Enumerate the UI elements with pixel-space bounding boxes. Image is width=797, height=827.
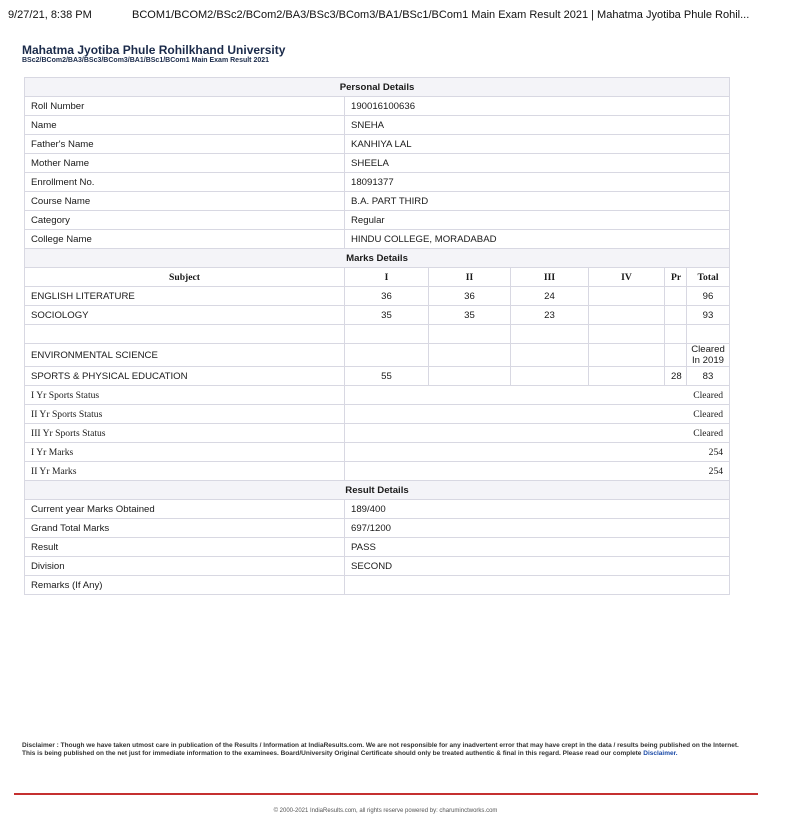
status-row bbox=[25, 443, 730, 462]
result-label: Result bbox=[25, 538, 345, 557]
marks-ii bbox=[429, 367, 511, 386]
marks-iv bbox=[589, 306, 665, 325]
status-row bbox=[25, 424, 730, 443]
status-label: I Yr Sports Status bbox=[25, 386, 345, 405]
result-value: SECOND bbox=[345, 557, 730, 576]
result-value: PASS bbox=[345, 538, 730, 557]
field-label: Course Name bbox=[25, 192, 345, 211]
marks-details-heading: Marks Details bbox=[25, 249, 730, 268]
marks-ii: 36 bbox=[429, 287, 511, 306]
personal-row bbox=[25, 135, 730, 154]
field-value: B.A. PART THIRD bbox=[345, 192, 730, 211]
personal-row bbox=[25, 192, 730, 211]
marks-i: 55 bbox=[345, 367, 429, 386]
marks-i: 36 bbox=[345, 287, 429, 306]
field-value: HINDU COLLEGE, MORADABAD bbox=[345, 230, 730, 249]
university-name: Mahatma Jyotiba Phule Rohilkhand University bbox=[22, 43, 286, 57]
result-row bbox=[25, 557, 730, 576]
footer-divider bbox=[14, 793, 758, 795]
subject-name: ENVIRONMENTAL SCIENCE bbox=[25, 344, 345, 367]
status-row bbox=[25, 386, 730, 405]
column-header-total: Total bbox=[687, 268, 730, 287]
marks-total: Cleared In 2019 bbox=[687, 344, 730, 367]
marks-empty-row bbox=[25, 325, 730, 344]
result-row bbox=[25, 538, 730, 557]
field-value: SNEHA bbox=[345, 116, 730, 135]
marks-pr bbox=[665, 344, 687, 367]
field-value: KANHIYA LAL bbox=[345, 135, 730, 154]
field-label: Name bbox=[25, 116, 345, 135]
print-timestamp: 9/27/21, 8:38 PM bbox=[8, 9, 92, 21]
marks-iii: 24 bbox=[511, 287, 589, 306]
personal-row bbox=[25, 211, 730, 230]
disclaimer-text: Disclaimer : Though we have taken utmost care in publication of the Results / Information at IndiaResults.com. We are not responsible for any inadvertent error that may have crept in the data / results being published on the Internet. This is being published on the net just for immediate information to the examinees. Board/University Original Certificate should only be treated authentic & final in this regard. Please read our complete bbox=[22, 742, 739, 757]
status-row bbox=[25, 462, 730, 481]
marks-total: 96 bbox=[687, 287, 730, 306]
result-table bbox=[24, 77, 730, 595]
column-header-iv: IV bbox=[589, 268, 665, 287]
marks-ii: 35 bbox=[429, 306, 511, 325]
marks-pr bbox=[665, 306, 687, 325]
result-row bbox=[25, 576, 730, 595]
status-row bbox=[25, 405, 730, 424]
marks-row bbox=[25, 287, 730, 306]
field-value: 18091377 bbox=[345, 173, 730, 192]
copyright-footer: © 2000-2021 IndiaResults.com, all rights reserve powered by: charuminctworks.com bbox=[273, 808, 498, 814]
column-header-ii: II bbox=[429, 268, 511, 287]
field-label: Father's Name bbox=[25, 135, 345, 154]
status-label: II Yr Marks bbox=[25, 462, 345, 481]
status-value: 254 bbox=[345, 462, 730, 481]
personal-row bbox=[25, 173, 730, 192]
status-label: II Yr Sports Status bbox=[25, 405, 345, 424]
marks-ii bbox=[429, 344, 511, 367]
marks-column-header-row bbox=[25, 268, 730, 287]
disclaimer-link[interactable]: Disclaimer. bbox=[643, 750, 678, 757]
result-value bbox=[345, 576, 730, 595]
marks-details-heading-row bbox=[25, 249, 730, 268]
exam-title: BSc2/BCom2/BA3/BSc3/BCom3/BA1/BSc1/BCom1 Main Exam Result 2021 bbox=[22, 57, 270, 64]
status-value: Cleared bbox=[345, 424, 730, 443]
marks-iv bbox=[589, 367, 665, 386]
field-label: Enrollment No. bbox=[25, 173, 345, 192]
personal-row bbox=[25, 116, 730, 135]
status-value: Cleared bbox=[345, 405, 730, 424]
marks-iv bbox=[589, 287, 665, 306]
marks-iii: 23 bbox=[511, 306, 589, 325]
field-label: College Name bbox=[25, 230, 345, 249]
marks-iii bbox=[511, 344, 589, 367]
field-value: SHEELA bbox=[345, 154, 730, 173]
status-label: I Yr Marks bbox=[25, 443, 345, 462]
marks-row bbox=[25, 367, 730, 386]
marks-row bbox=[25, 344, 730, 367]
status-value: Cleared bbox=[345, 386, 730, 405]
marks-total: 93 bbox=[687, 306, 730, 325]
field-label: Mother Name bbox=[25, 154, 345, 173]
personal-row bbox=[25, 230, 730, 249]
result-label: Remarks (If Any) bbox=[25, 576, 345, 595]
result-value: 697/1200 bbox=[345, 519, 730, 538]
marks-i: 35 bbox=[345, 306, 429, 325]
status-label: III Yr Sports Status bbox=[25, 424, 345, 443]
personal-details-heading: Personal Details bbox=[25, 78, 730, 97]
marks-i bbox=[345, 344, 429, 367]
personal-details-heading-row bbox=[25, 78, 730, 97]
column-header-pr: Pr bbox=[665, 268, 687, 287]
field-label: Roll Number bbox=[25, 97, 345, 116]
status-value: 254 bbox=[345, 443, 730, 462]
result-label: Division bbox=[25, 557, 345, 576]
marks-pr bbox=[665, 287, 687, 306]
personal-row bbox=[25, 97, 730, 116]
result-row bbox=[25, 519, 730, 538]
marks-iii bbox=[511, 367, 589, 386]
print-page-title: BCOM1/BCOM2/BSc2/BCom2/BA3/BSc3/BCom3/BA1/BSc1/BCom1 Main Exam Result 2021 | Mahatma Jyotiba Phule Rohil... bbox=[132, 9, 750, 21]
field-label: Category bbox=[25, 211, 345, 230]
column-header-subject: Subject bbox=[25, 268, 345, 287]
result-value: 189/400 bbox=[345, 500, 730, 519]
subject-name: SPORTS & PHYSICAL EDUCATION bbox=[25, 367, 345, 386]
marks-pr: 28 bbox=[665, 367, 687, 386]
column-header-i: I bbox=[345, 268, 429, 287]
subject-name: ENGLISH LITERATURE bbox=[25, 287, 345, 306]
result-label: Grand Total Marks bbox=[25, 519, 345, 538]
result-details-heading-row bbox=[25, 481, 730, 500]
result-row bbox=[25, 500, 730, 519]
result-label: Current year Marks Obtained bbox=[25, 500, 345, 519]
field-value: Regular bbox=[345, 211, 730, 230]
personal-row bbox=[25, 154, 730, 173]
disclaimer bbox=[22, 742, 740, 758]
subject-name: SOCIOLOGY bbox=[25, 306, 345, 325]
result-details-heading: Result Details bbox=[25, 481, 730, 500]
column-header-iii: III bbox=[511, 268, 589, 287]
field-value: 190016100636 bbox=[345, 97, 730, 116]
marks-iv bbox=[589, 344, 665, 367]
marks-row bbox=[25, 306, 730, 325]
marks-total: 83 bbox=[687, 367, 730, 386]
